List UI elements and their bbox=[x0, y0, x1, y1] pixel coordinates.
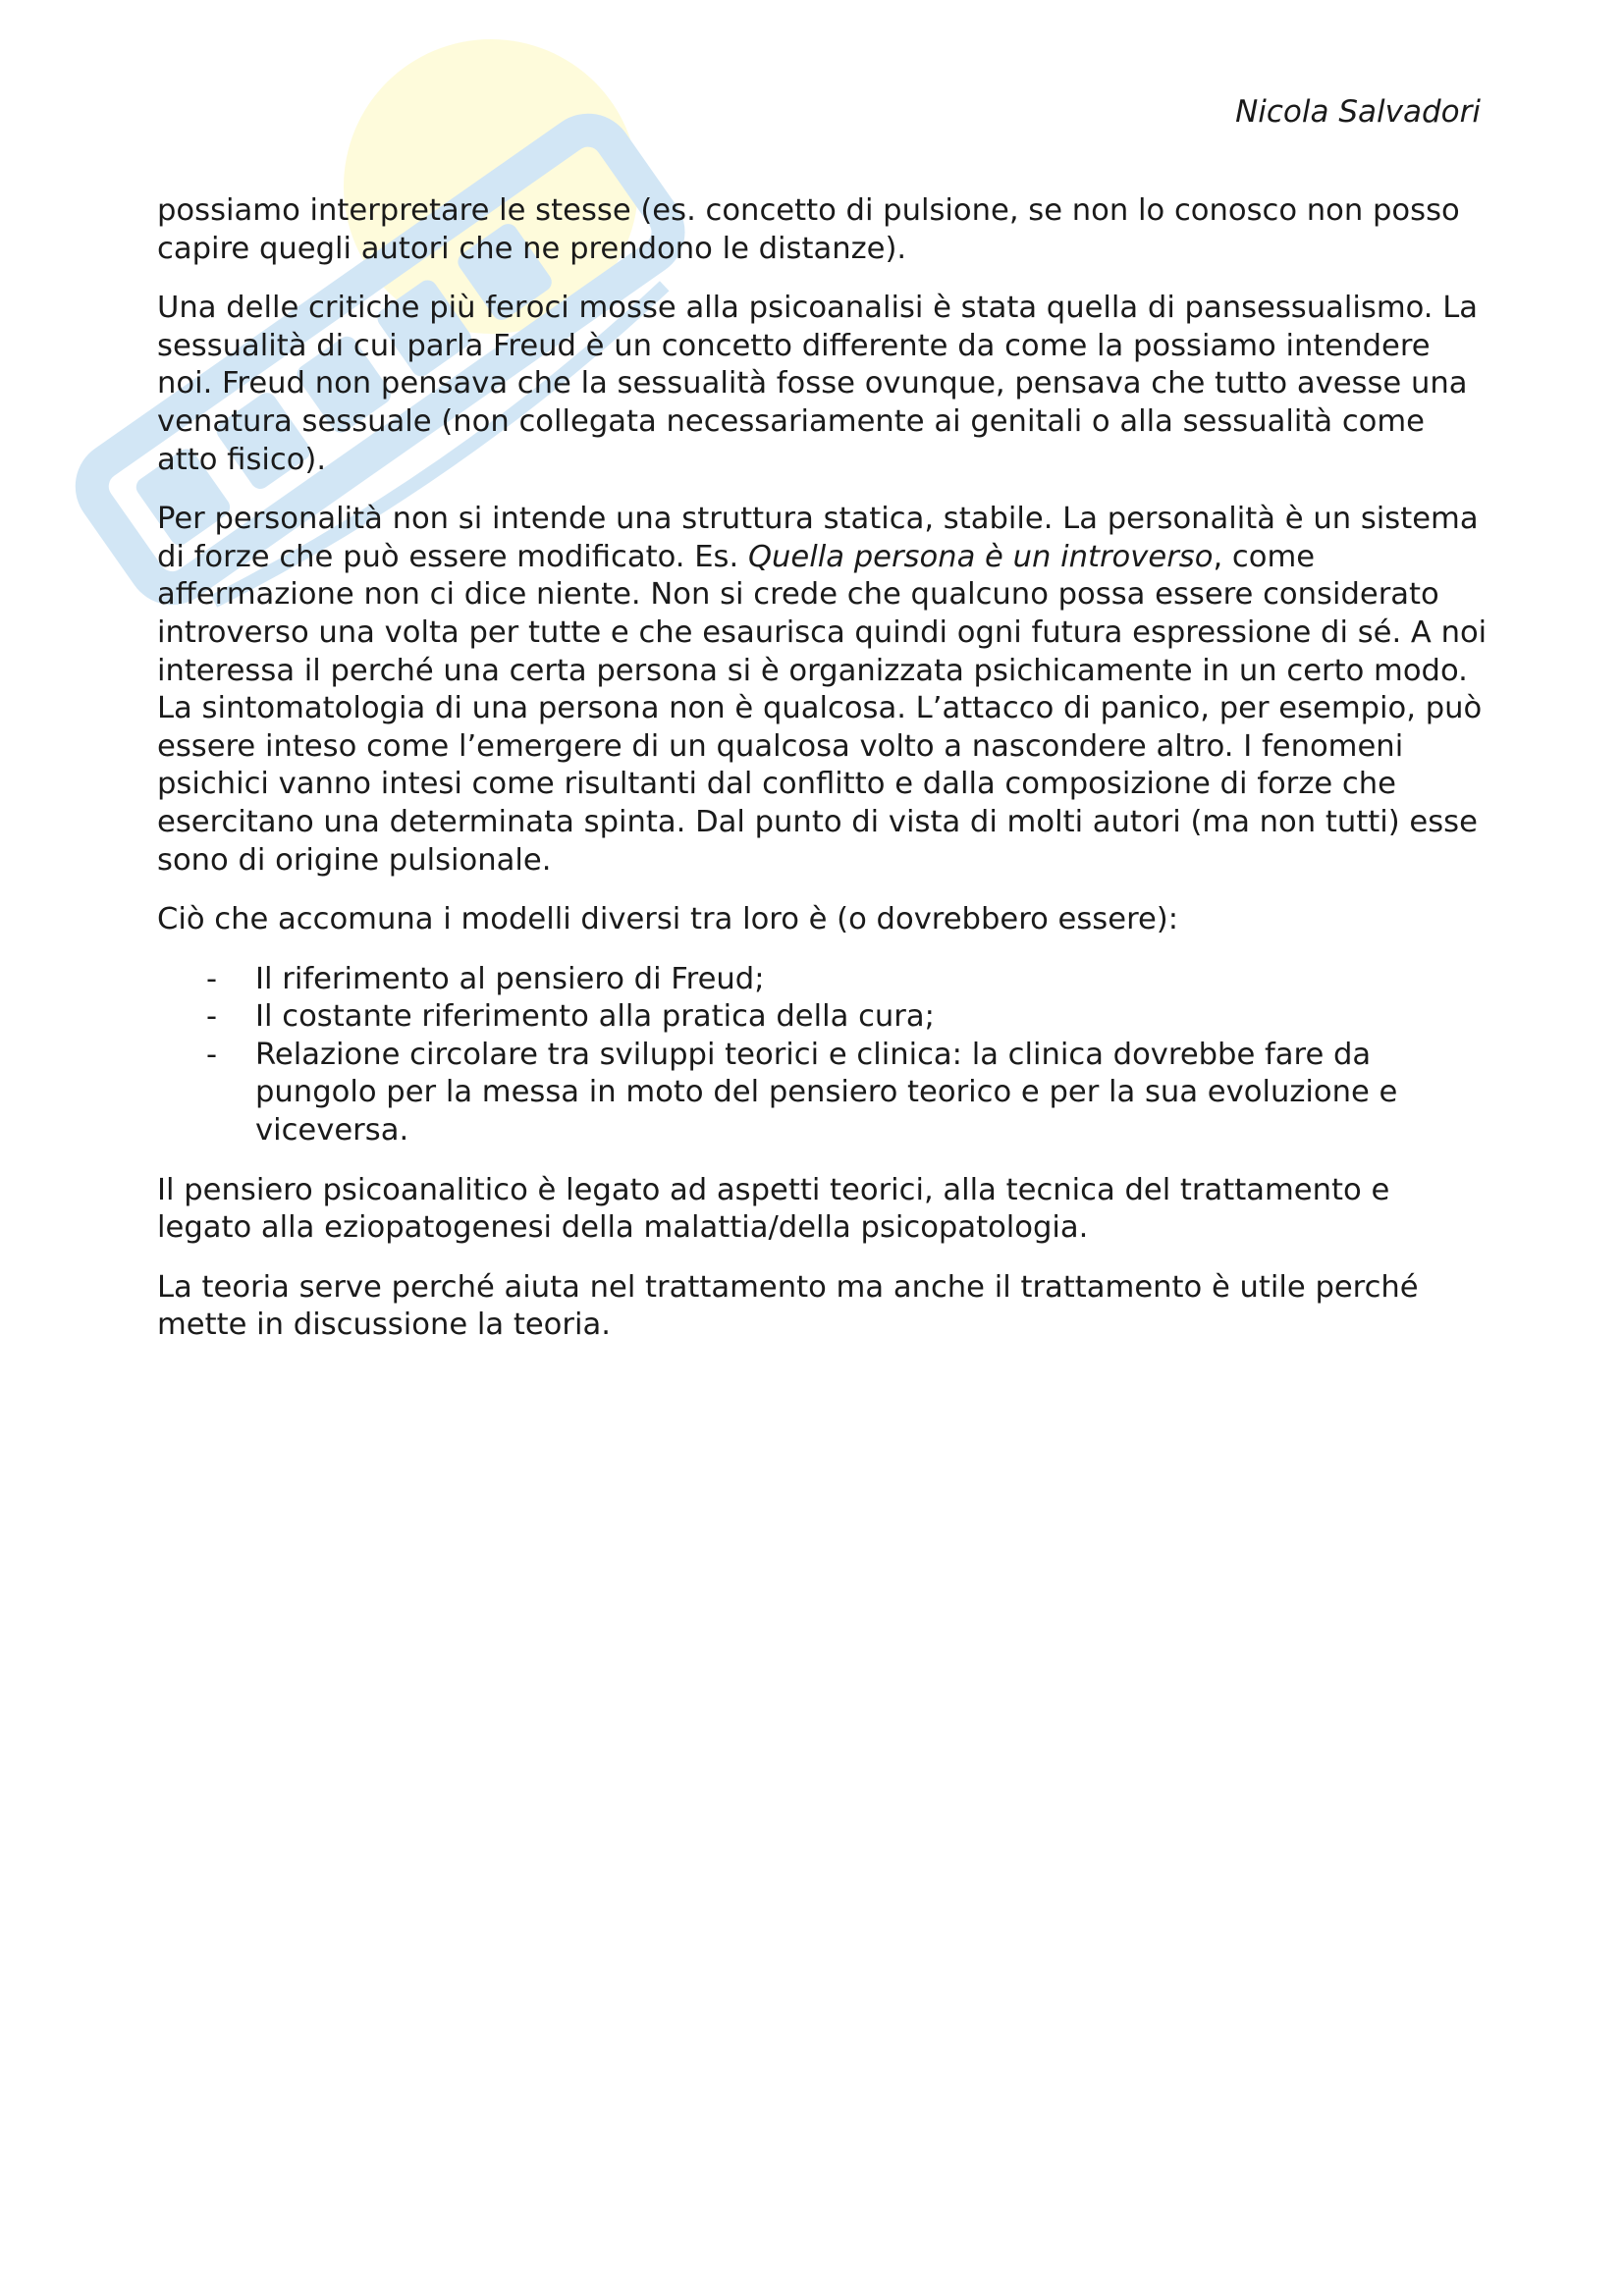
list-dash: - bbox=[206, 961, 218, 996]
list-item bbox=[157, 961, 1492, 999]
list-item bbox=[157, 998, 1492, 1037]
paragraph-1: possiamo interpretare le stesse (es. concetto di pulsione, se non lo conosco non posso capire quegli autori che ne prendono le distanze). bbox=[157, 193, 1460, 266]
paragraph-3 bbox=[157, 501, 1492, 880]
list-dash: - bbox=[206, 1037, 218, 1072]
paragraph-3-text-after: , come affermazione non ci dice niente. Non si crede che qualcuno possa essere considerato introverso una volta per tutte e che esaurisca quindi ogni futura espressione di sé. A noi interessa il perché una certa persona si è organizzata psichicamente in un certo modo. La sintomatologia di una persona non è qualcosa. L’attacco di panico, per esempio, può essere inteso come l’emergere di un qualcosa volto a nascondere altro. I fenomeni psichici vanno intesi come risultanti dal conflitto e dalla composizione di forze che esercitano una determinata spinta. Dal punto di vista di molti autori (ma non tutti) esse sono di origine pulsionale. bbox=[157, 539, 1488, 878]
list-item-text: Relazione circolare tra sviluppi teorici e clinica: la clinica dovrebbe fare da pungolo per la messa in moto del pensiero teorico e per la sua evoluzione e viceversa. bbox=[255, 1037, 1398, 1148]
paragraph-2: Una delle critiche più feroci mosse alla psicoanalisi è stata quella di pansessualismo. La sessualità di cui parla Freud è un concetto differente da come la possiamo intendere noi. Freud non pensava che la sessualità fosse ovunque, pensava che tutto avesse una venatura sessuale (non collegata necessariamente ai genitali o alla sessualità come atto fisico). bbox=[157, 291, 1479, 477]
paragraph-6: La teoria serve perché aiuta nel trattamento ma anche il trattamento è utile perché mette in discussione la teoria. bbox=[157, 1269, 1419, 1343]
paragraph-4: Ciò che accomuna i modelli diversi tra loro è (o dovrebbero essere): bbox=[157, 902, 1179, 937]
list-item-text: Il riferimento al pensiero di Freud; bbox=[255, 961, 765, 996]
dash-list bbox=[157, 961, 1492, 1150]
list-item bbox=[157, 1037, 1492, 1150]
paragraph-3-italic-example: Quella persona è un introverso bbox=[747, 539, 1214, 574]
paragraph-5: Il pensiero psicoanalitico è legato ad aspetti teorici, alla tecnica del trattamento e legato alla eziopatogenesi della malattia/della psicopatologia. bbox=[157, 1172, 1390, 1246]
paragraph-3-text-before: Per personalità non si intende una struttura statica, stabile. La personalità è un sistema di forze che può essere modificato. Es. bbox=[157, 502, 1479, 574]
document-body bbox=[157, 192, 1492, 1366]
list-dash: - bbox=[206, 999, 218, 1035]
document-author-header: Nicola Salvadori bbox=[1235, 94, 1481, 130]
list-item-text: Il costante riferimento alla pratica della cura; bbox=[255, 999, 935, 1035]
